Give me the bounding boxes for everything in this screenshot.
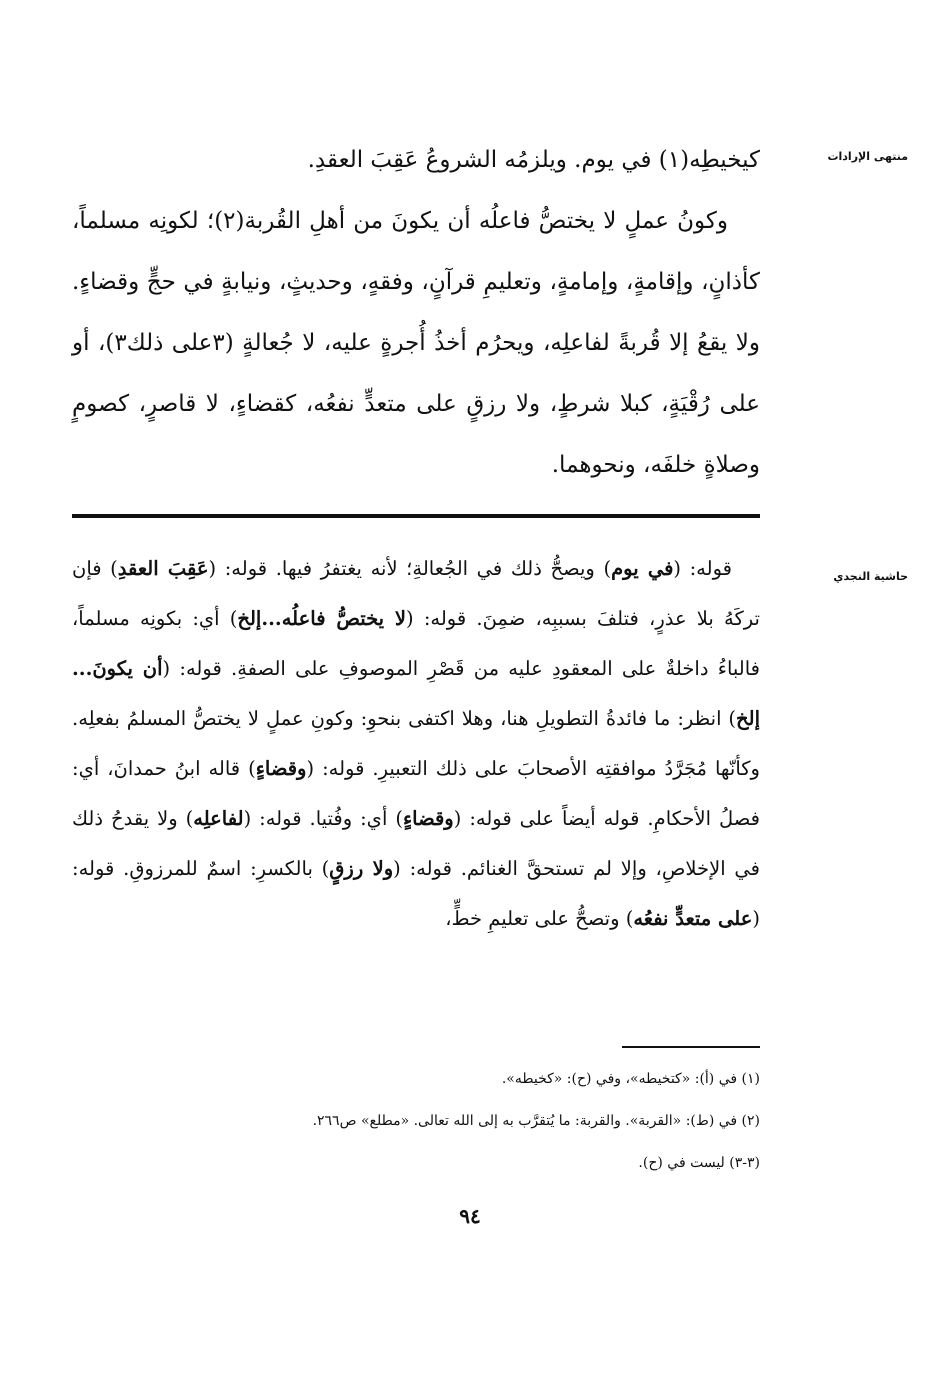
commentary-segment: ) وتصحُّ على تعليمِ خطٍّ، — [445, 907, 634, 930]
quoted-phrase: وقضاءٍ — [402, 807, 454, 830]
quoted-phrase: وقضاءٍ — [255, 757, 307, 780]
main-text-paragraph-2: وكونُ عملٍ لا يختصُّ فاعلُه أن يكونَ من أهلِ القُربة(٢)؛ لكونِه مسلماً، كأذانٍ، وإقامةٍ، وإمامةٍ، وتعليمِ قرآنٍ، وفقهٍ، وحديثٍ، ونيابةٍ في حجٍّ وقضاءٍ. ولا يقعُ إلا قُربةً لفاعلِه، ويحرُم أخذُ أُجرةٍ عليه، لا جُعالةٍ (٣على ذلك٣)، أو على رُقْيَةٍ، كبلا شرطٍ، ولا رزقٍ على متعدٍّ نفعُه، كقضاءٍ، لا قاصرٍ، كصومٍ وصلاةٍ خلفَه، ونحوهما. — [72, 208, 760, 478]
quoted-phrase: في يوم — [611, 557, 674, 580]
footnote-1: (١) في (أ): «كتخيطه»، وفي (ح): «كخيطه». — [501, 1071, 760, 1087]
quoted-phrase: لا يختصُّ فاعلُه...إلخ — [237, 607, 407, 630]
footnote-2: (٢) في (ط): «القربة». والقربة: ما يُتقرَّب به إلى الله تعالى. «مطلع» ص٢٦٦. — [312, 1113, 760, 1129]
quoted-phrase: أن يكونَ... إلخ — [72, 657, 760, 730]
quoted-phrase: ولا رزقٍ — [329, 857, 394, 880]
commentary-segment: ) فإن تركَهُ بلا عذرٍ، فتلفَ بسببِه، ضمِنَ. قوله: ( — [72, 557, 760, 630]
main-text — [72, 130, 760, 496]
page-number: ٩٤ — [459, 1204, 481, 1228]
quoted-phrase: على متعدٍّ نفعُه — [633, 907, 753, 930]
commentary-segment: ) ولا يقدحُ ذلك في الإخلاصِ، وإلا لم تستحقَّ الغنائم. قوله: ( — [72, 807, 760, 880]
side-label-matn: منتهى الإرادات — [827, 150, 908, 163]
commentary-segment: ) أي: بكونِه مسلماً، فالباءُ داخلةٌ على المعقودِ عليه من قَصْرِ الموصوفِ على الصفةِ. قوله: ( — [72, 607, 760, 680]
quoted-phrase: لفاعلِه — [193, 807, 244, 830]
commentary-segment: قوله: ( — [673, 557, 732, 580]
main-text-line-1: كيخيطِه(١) في يوم. ويلزمُه الشروعُ عَقِبَ العقدِ. — [307, 147, 760, 173]
quoted-phrase: عَقِبَ العقدِ — [117, 557, 209, 580]
footnotes — [72, 1058, 760, 1184]
section-divider — [72, 514, 760, 518]
footnote-3: (٣-٣) ليست في (ح). — [638, 1155, 760, 1171]
side-label-hashiya: حاشية النجدي — [833, 570, 908, 583]
commentary-segment: ) ويصحُّ ذلك في الجُعالةِ؛ لأنه يغتفرُ فيها. قوله: ( — [208, 557, 612, 580]
commentary-segment: ) أي: وفُتيا. قوله: ( — [243, 807, 403, 830]
footnote-divider — [622, 1046, 760, 1048]
commentary-segment: ) قاله ابنُ حمدانَ، أي: فصلُ الأحكامِ. قوله أيضاً على قوله: ( — [72, 757, 760, 830]
commentary-text — [72, 544, 760, 944]
commentary-segment: ) انظر: ما فائدةُ التطويلِ هنا، وهلا اكتفى بنحوِ: وكونِ عملٍ لا يختصُّ المسلمُ بفعلِه. وكأنّها مُجَرَّدُ موافقتِه الأصحابَ على ذلك التعبيرِ. قوله: ( — [72, 707, 760, 780]
commentary-segment: ) بالكسرِ: اسمٌ للمرزوقِ. قوله: ( — [72, 857, 760, 930]
